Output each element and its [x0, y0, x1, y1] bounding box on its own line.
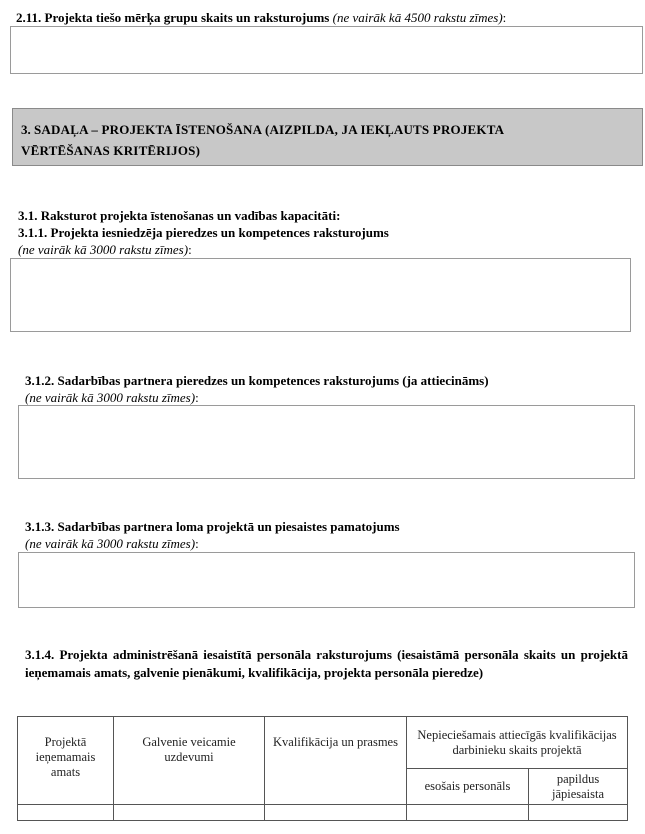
staff-table-cell-additional[interactable] — [529, 805, 628, 821]
section-3-title-text: SADAĻA – PROJEKTA ĪSTENOŠANA (AIZPILDA, JA IEKĻAUTS PROJEKTA — [34, 122, 505, 137]
section-3-header — [12, 108, 643, 166]
staff-table — [17, 716, 628, 821]
question-3-1-3-limit-line — [25, 535, 199, 552]
staff-table-header-position: Projektā ieņemamais amats — [18, 717, 114, 805]
question-3-1-1-textarea[interactable] — [10, 258, 631, 332]
question-3-1-4-label: 3.1.4. Projekta administrēšanā iesaistītā personāla raksturojums (iesaistāmā personāla skaits un projektā ieņemamais amats, galvenie pienākumi, kvalifikācija, projekta personāla pieredze) — [25, 647, 628, 680]
question-3-1-1-label: 3.1.1. Projekta iesniedzēja pieredzes un kompetences raksturojums — [18, 225, 389, 240]
staff-table-subheader-existing: esošais personāls — [407, 769, 529, 805]
staff-table-header-qualification: Kvalifikācija un prasmes — [265, 717, 407, 805]
section-3-title-line2: VĒRTĒŠANAS KRITĒRIJOS) — [21, 143, 201, 158]
question-2-11-colon: : — [502, 10, 507, 25]
staff-table-header-duties: Galvenie veicamie uzdevumi — [114, 717, 265, 805]
section-3-number: 3. — [21, 122, 31, 137]
question-3-1-3-limit: (ne vairāk kā 3000 rakstu zīmes) — [25, 536, 196, 551]
question-2-11-textarea[interactable] — [10, 26, 643, 74]
staff-table-row — [18, 805, 628, 821]
question-3-1-2-label: 3.1.2. Sadarbības partnera pieredzes un kompetences raksturojums (ja attiecināms) — [25, 373, 489, 388]
question-2-11-label — [16, 9, 506, 26]
staff-table-header-required: Nepieciešamais attiecīgās kvalifikācijas darbinieku skaits projektā — [407, 717, 628, 769]
staff-table-cell-qualification[interactable] — [265, 805, 407, 821]
question-3-1-1-limit-line — [18, 241, 192, 258]
staff-table-cell-existing[interactable] — [407, 805, 529, 821]
question-3-1-label: 3.1. Raksturot projekta īstenošanas un vadības kapacitāti: — [18, 208, 341, 223]
question-3-1-2-colon: : — [195, 390, 199, 405]
question-3-1-3-textarea[interactable] — [18, 552, 635, 608]
question-2-11-title: 2.11. Projekta tiešo mērķa grupu skaits un raksturojums — [16, 10, 330, 25]
question-3-1-3-colon: : — [195, 536, 199, 551]
question-3-1-3-label: 3.1.3. Sadarbības partnera loma projektā un piesaistes pamatojums — [25, 519, 400, 534]
staff-table-cell-duties[interactable] — [114, 805, 265, 821]
section-3-title-line1 — [21, 119, 632, 140]
question-2-11-limit: (ne vairāk kā 4500 rakstu zīmes) — [332, 10, 503, 25]
question-3-1-2-textarea[interactable] — [18, 405, 635, 479]
staff-table-cell-position[interactable] — [18, 805, 114, 821]
question-3-1-1-limit: (ne vairāk kā 3000 rakstu zīmes) — [18, 242, 189, 257]
staff-table-subheader-additional: papildus jāpiesaista — [529, 769, 628, 805]
question-3-1-2-limit: (ne vairāk kā 3000 rakstu zīmes) — [25, 390, 196, 405]
question-3-1-1-colon: : — [188, 242, 192, 257]
question-3-1-2-limit-line — [25, 389, 199, 406]
